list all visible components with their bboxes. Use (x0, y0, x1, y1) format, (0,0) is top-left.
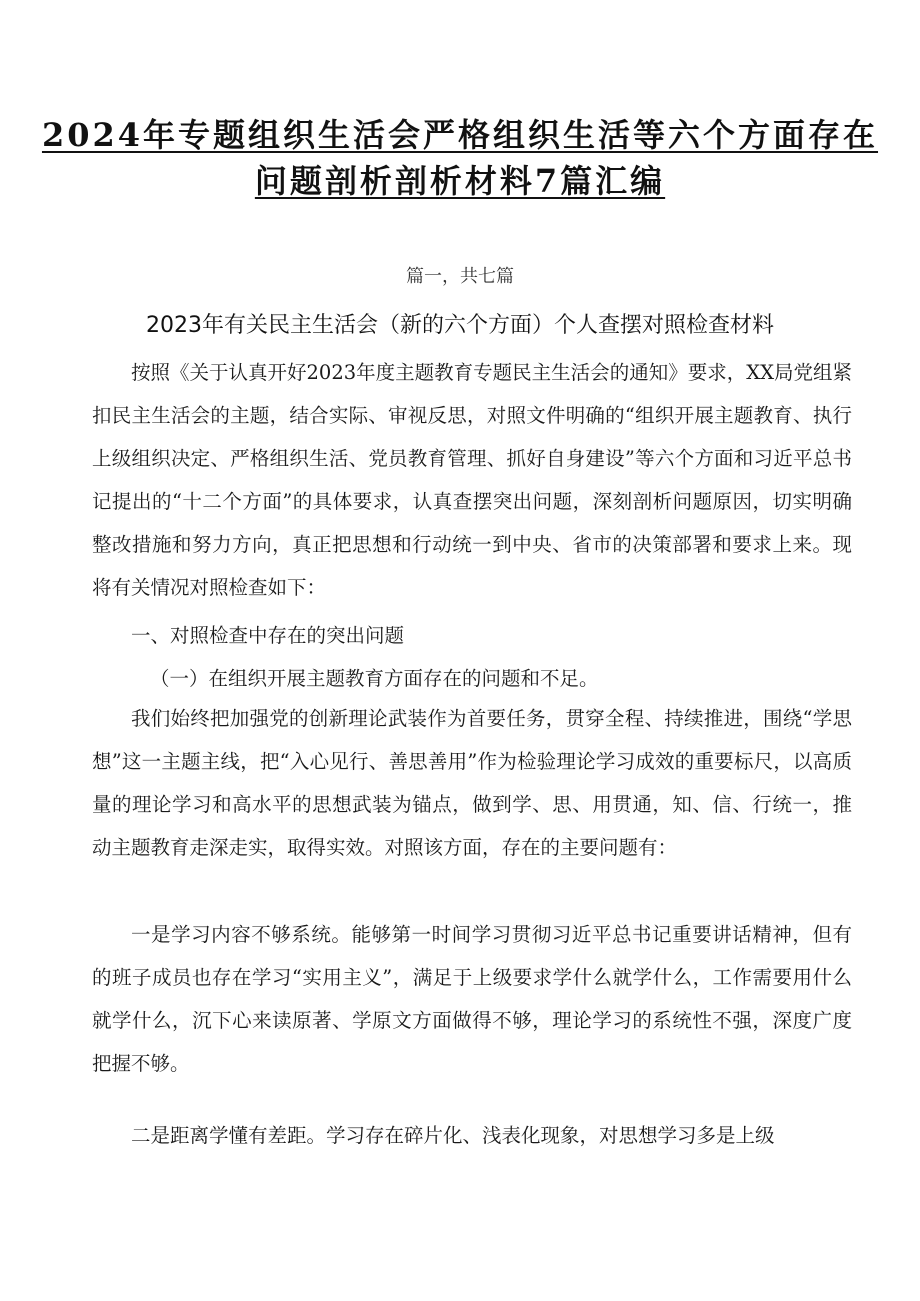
section-heading: 一、对照检查中存在的突出问题 (131, 624, 405, 647)
subsection-heading: （一）在组织开展主题教育方面存在的问题和不足。 (150, 667, 599, 690)
body-paragraph-3: 二是距离学懂有差距。学习存在碎片化、浅表化现象，对思想学习多是上级 (131, 1124, 775, 1147)
intro-paragraph: 按照《关于认真开好2023年度主题教育专题民主生活会的通知》要求，XX局党组紧扣民主生活会的主题，结合实际、审视反思，对照文件明确的“组织开展主题教育、执行上级组织决定、严格组织生活、党员教育管理、抓好自身建设”等六个方面和习近平总书记提出的“十二个方面”的具体要求，认真查摆突出问题，深刻剖析问题原因，切实明确整改措施和努力方向，真正把思想和行动统一到中央、省市的决策部署和要求上来。现将有关情况对照检查如下： (92, 361, 852, 599)
article-subtitle: 2023年有关民主生活会（新的六个方面）个人查摆对照检查材料 (146, 313, 774, 338)
document-title (40, 112, 880, 204)
body-paragraph-2: 一是学习内容不够系统。能够第一时间学习贯彻习近平总书记重要讲话精神，但有的班子成员也存在学习“实用主义”，满足于上级要求学什么就学什么，工作需要用什么就学什么，沉下心来读原著、学原文方面做得不够，理论学习的系统性不强，深度广度把握不够。 (92, 923, 852, 1075)
document-title-text: 2024年专题组织生活会严格组织生活等六个方面存在问题剖析剖析材料7篇汇编 (41, 116, 879, 200)
body-paragraph-1: 我们始终把加强党的创新理论武装作为首要任务，贯穿全程、持续推进，围绕“学思想”这一主题主线，把“入心见行、善思善用”作为检验理论学习成效的重要标尺，以高质量的理论学习和高水平的思想武装为锚点，做到学、思、用贯通，知、信、行统一，推动主题教育走深走实，取得实效。对照该方面，存在的主要问题有： (92, 707, 852, 859)
part-label: 篇一，共七篇 (406, 266, 514, 287)
